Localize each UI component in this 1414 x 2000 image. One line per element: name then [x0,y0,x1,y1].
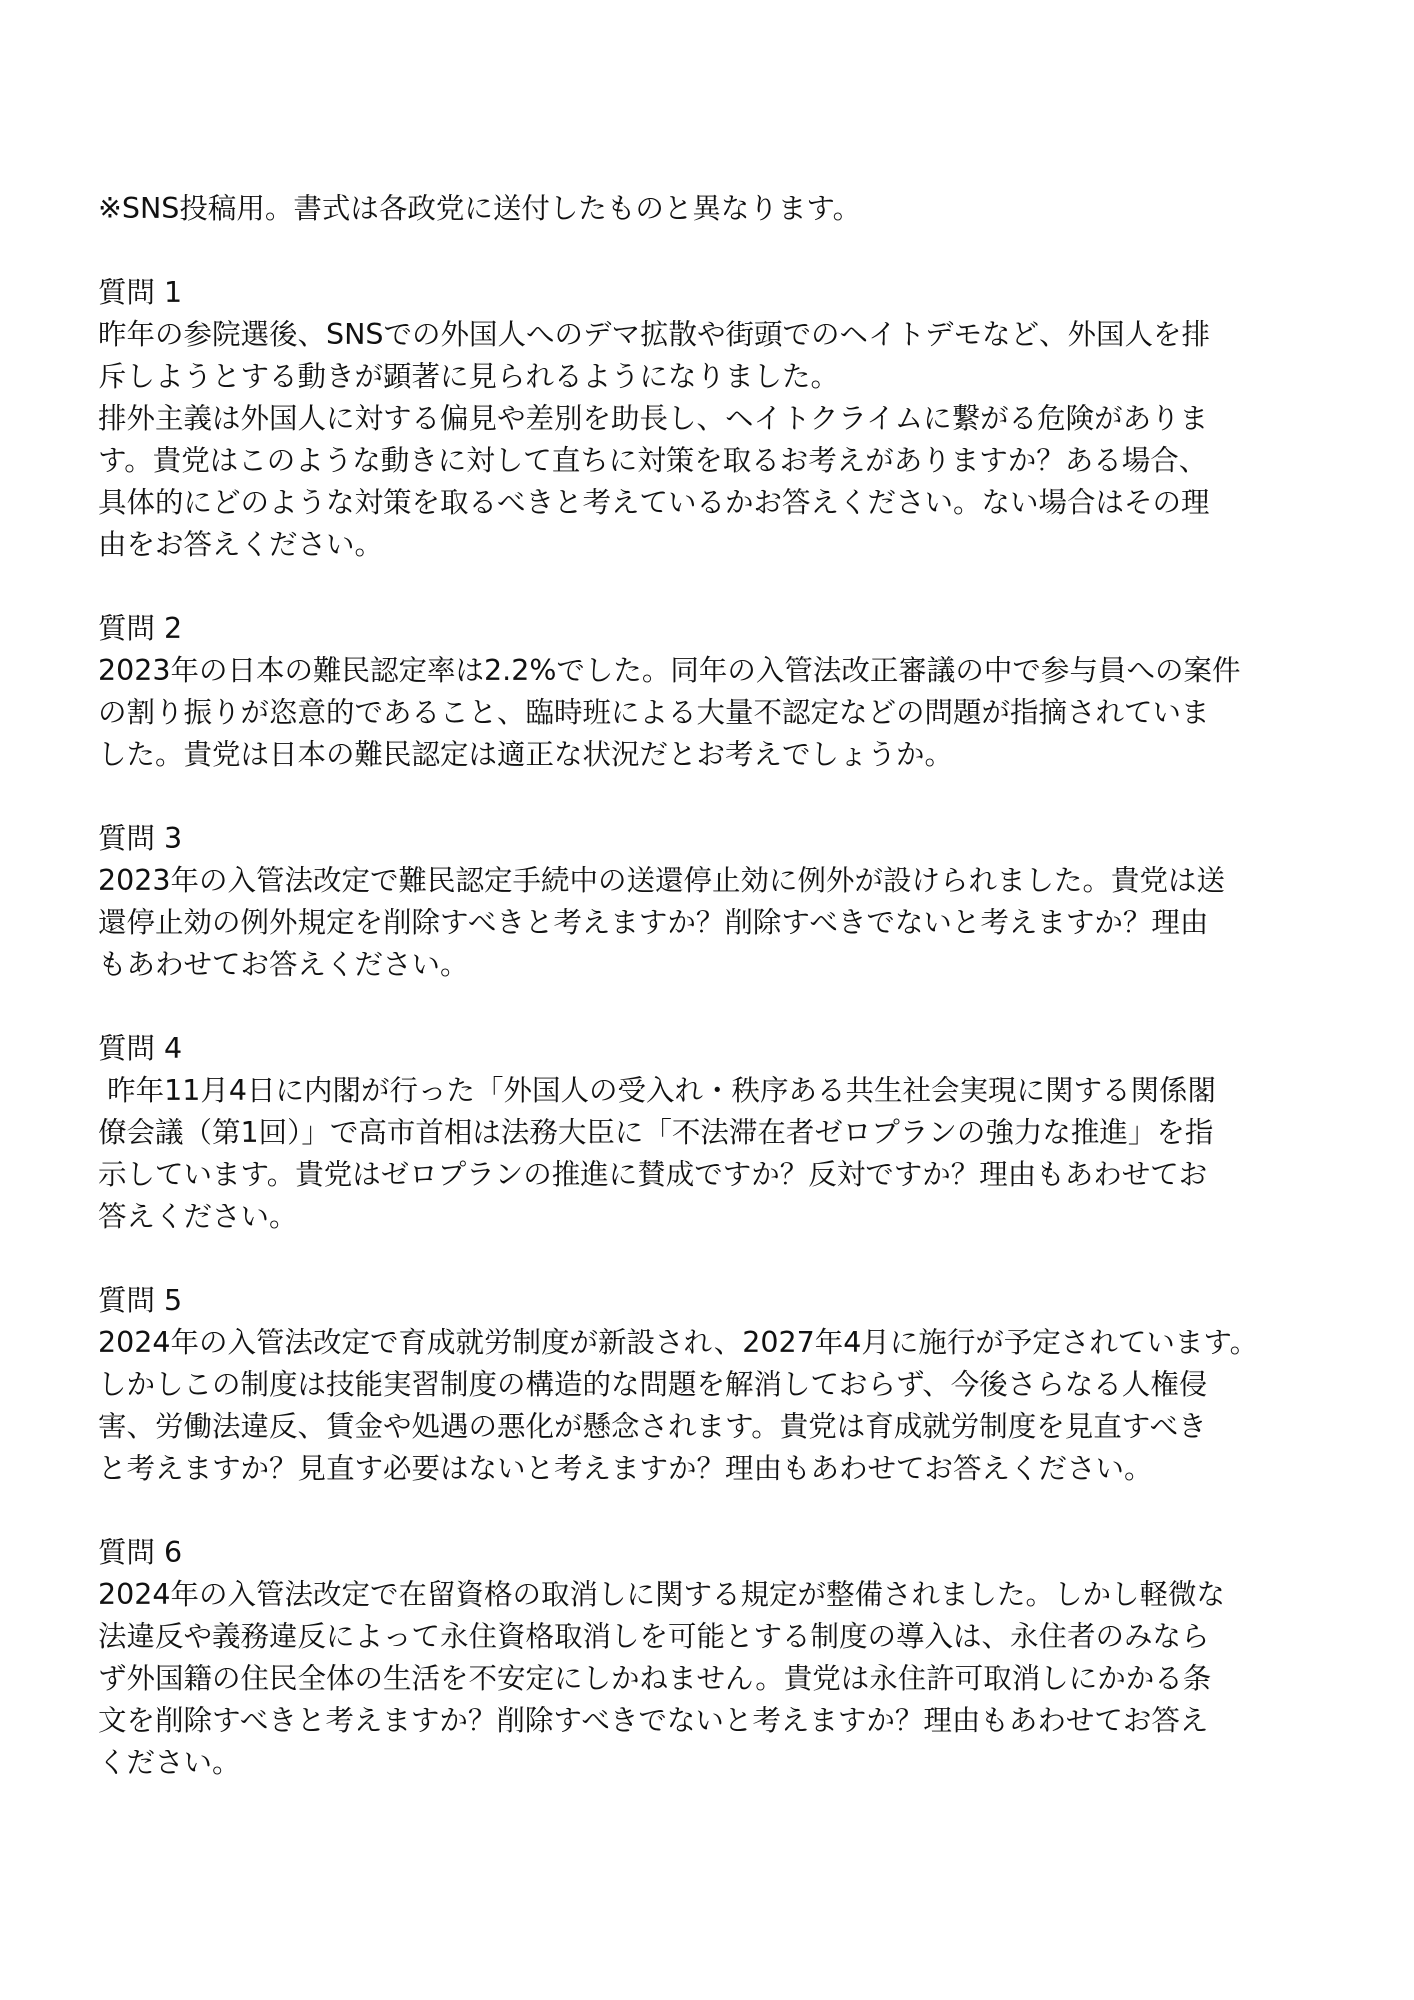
question-3 [98,818,1322,986]
posting-note: ※SNS投稿用。書式は各政党に送付したものと異なります。 [98,192,862,225]
question-1-body: 昨年の参院選後、SNSでの外国人へのデマ拡散や街頭でのヘイトデモなど、外国人を排 斥しようとする動きが顕著に見られるようになりました。 排外主義は外国人に対する偏見や差別を助長し、ヘイトクライムに繋がる危険がありま す。貴党はこのような動きに対して直ちに対策を取るお考えがありますか？ある場合、 具体的にどのような対策を取るべきと考えているかお答えください。ない場合はその理 由をお答えください。 [98,318,1211,561]
question-5-body: 2024年の入管法改定で育成就労制度が新設され、2027年4月に施行が予定されています。 しかしこの制度は技能実習制度の構造的な問題を解消しておらず、今後さらなる人権侵 害、労働法違反、賃金や処遇の悪化が懸念されます。貴党は育成就労制度を見直すべき と考えますか？見直す必要はないと考えますか？理由もあわせてお答えください。 [98,1326,1259,1485]
question-6 [98,1532,1322,1784]
question-3-heading: 質問 3 [98,822,183,855]
question-4-body: 昨年11月4日に内閣が行った「外国人の受入れ・秩序ある共生社会実現に関する関係閣 僚会議（第1回）」で高市首相は法務大臣に「不法滞在者ゼロプランの強力な推進」を指 示しています。貴党はゼロプランの推進に賛成ですか？反対ですか？理由もあわせてお 答えください。 [98,1074,1216,1233]
question-6-body: 2024年の入管法改定で在留資格の取消しに関する規定が整備されました。しかし軽微な 法違反や義務違反によって永住資格取消しを可能とする制度の導入は、永住者のみなら ず外国籍の住民全体の生活を不安定にしかねません。貴党は永住許可取消しにかかる条 文を削除すべきと考えますか？削除すべきでないと考えますか？理由もあわせてお答え ください。 [98,1578,1226,1779]
question-2-heading: 質問 2 [98,612,183,645]
question-6-heading: 質問 6 [98,1536,183,1569]
question-2 [98,608,1322,776]
question-4 [98,1028,1322,1238]
question-1-heading: 質問 1 [98,276,183,309]
question-3-body: 2023年の入管法改定で難民認定手続中の送還停止効に例外が設けられました。貴党は送 還停止効の例外規定を削除すべきと考えますか？削除すべきでないと考えますか？理由 もあわせてお答えください。 [98,864,1226,981]
question-2-body: 2023年の日本の難民認定率は2.2%でした。同年の入管法改正審議の中で参与員への案件 の割り振りが恣意的であること、臨時班による大量不認定などの問題が指摘されていま した。貴党は日本の難民認定は適正な状況だとお考えでしょうか。 [98,654,1241,771]
question-1 [98,272,1322,566]
question-5 [98,1280,1322,1490]
question-4-heading: 質問 4 [98,1032,183,1065]
question-5-heading: 質問 5 [98,1284,183,1317]
